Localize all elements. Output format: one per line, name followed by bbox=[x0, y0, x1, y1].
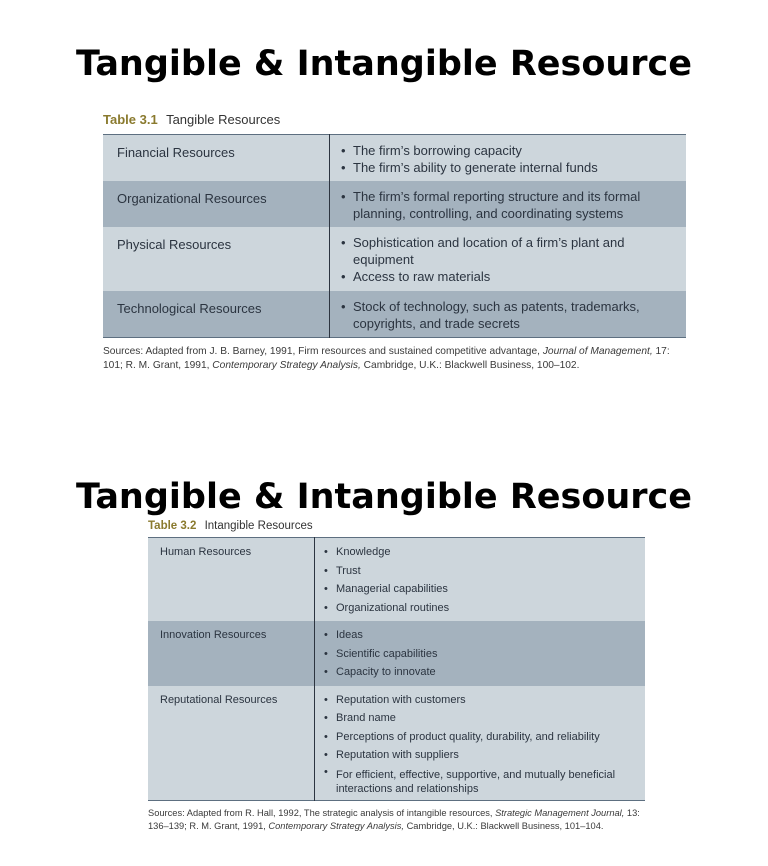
list-item: • Managerial capabilities bbox=[323, 580, 637, 599]
slide-title: Tangible & Intangible Resource bbox=[75, 477, 693, 517]
row-category: Human Resources bbox=[148, 538, 315, 622]
table-sources bbox=[103, 345, 686, 373]
intangible-resources-table-block bbox=[148, 520, 645, 833]
row-items bbox=[330, 181, 687, 227]
sources-journal: Strategic Management Journal, bbox=[495, 807, 625, 818]
row-items bbox=[315, 621, 646, 686]
table-row bbox=[103, 227, 686, 291]
table-row bbox=[103, 135, 686, 182]
list-item: • For efficient, effective, supportive, and mutually beneficial interactions and relationships bbox=[323, 765, 637, 796]
list-item: • Trust bbox=[323, 562, 637, 581]
row-category: Physical Resources bbox=[103, 227, 330, 291]
table-number: Table 3.1 bbox=[103, 112, 158, 127]
table-caption bbox=[103, 112, 686, 128]
row-category: Innovation Resources bbox=[148, 621, 315, 686]
list-item: • Scientific capabilities bbox=[323, 645, 637, 664]
list-item: • Reputation with customers bbox=[323, 691, 637, 710]
list-item: • Capacity to innovate bbox=[323, 663, 637, 682]
row-items bbox=[315, 538, 646, 622]
list-item: • Access to raw materials bbox=[340, 268, 676, 285]
sources-text: Cambridge, U.K.: Blackwell Business, 101–104. bbox=[403, 820, 604, 831]
list-item: • The firm’s formal reporting structure and its formal planning, controlling, and coordinating systems bbox=[340, 188, 676, 222]
table-title: Tangible Resources bbox=[166, 112, 281, 127]
row-items bbox=[330, 227, 687, 291]
sources-journal: Journal of Management, bbox=[542, 346, 653, 357]
table-row bbox=[103, 291, 686, 338]
sources-book: Contemporary Strategy Analysis, bbox=[212, 360, 361, 371]
sources-text: 17: 101; R. M. Grant, 1991, bbox=[103, 346, 670, 371]
slide-title: Tangible & Intangible Resource bbox=[75, 44, 693, 84]
table-row bbox=[148, 621, 645, 686]
table-row bbox=[148, 686, 645, 801]
list-item: • Brand name bbox=[323, 709, 637, 728]
table-number: Table 3.2 bbox=[148, 520, 197, 532]
row-items bbox=[330, 291, 687, 338]
table-row bbox=[103, 181, 686, 227]
intangible-resources-table bbox=[148, 537, 645, 801]
list-item: • Organizational routines bbox=[323, 599, 637, 618]
row-category: Financial Resources bbox=[103, 135, 330, 182]
table-title: Intangible Resources bbox=[204, 520, 313, 532]
sources-text: Sources: Adapted from R. Hall, 1992, The strategic analysis of intangible resources, bbox=[148, 807, 496, 818]
list-item: • The firm’s ability to generate internal funds bbox=[340, 159, 676, 176]
list-item: • Sophistication and location of a firm’s plant and equipment bbox=[340, 234, 676, 268]
list-item: • The firm’s borrowing capacity bbox=[340, 142, 676, 159]
sources-book: Contemporary Strategy Analysis, bbox=[268, 820, 404, 831]
list-item: • Stock of technology, such as patents, trademarks, copyrights, and trade secrets bbox=[340, 298, 676, 332]
tangible-resources-table-block bbox=[103, 112, 686, 373]
sources-text: 13: 136–139; R. M. Grant, 1991, bbox=[148, 807, 640, 831]
row-category: Organizational Resources bbox=[103, 181, 330, 227]
table-row bbox=[148, 538, 645, 622]
list-item: • Ideas bbox=[323, 626, 637, 645]
list-item: • Reputation with suppliers bbox=[323, 746, 637, 765]
row-category: Reputational Resources bbox=[148, 686, 315, 801]
row-items bbox=[330, 135, 687, 182]
tangible-resources-table bbox=[103, 134, 686, 338]
table-caption bbox=[148, 520, 645, 533]
table-sources bbox=[148, 807, 645, 833]
row-category: Technological Resources bbox=[103, 291, 330, 338]
list-item: • Knowledge bbox=[323, 543, 637, 562]
row-items bbox=[315, 686, 646, 801]
sources-text: Sources: Adapted from J. B. Barney, 1991, Firm resources and sustained competitive advantage, bbox=[103, 346, 543, 357]
list-item: • Perceptions of product quality, durability, and reliability bbox=[323, 728, 637, 747]
sources-text: Cambridge, U.K.: Blackwell Business, 100–102. bbox=[360, 360, 580, 371]
